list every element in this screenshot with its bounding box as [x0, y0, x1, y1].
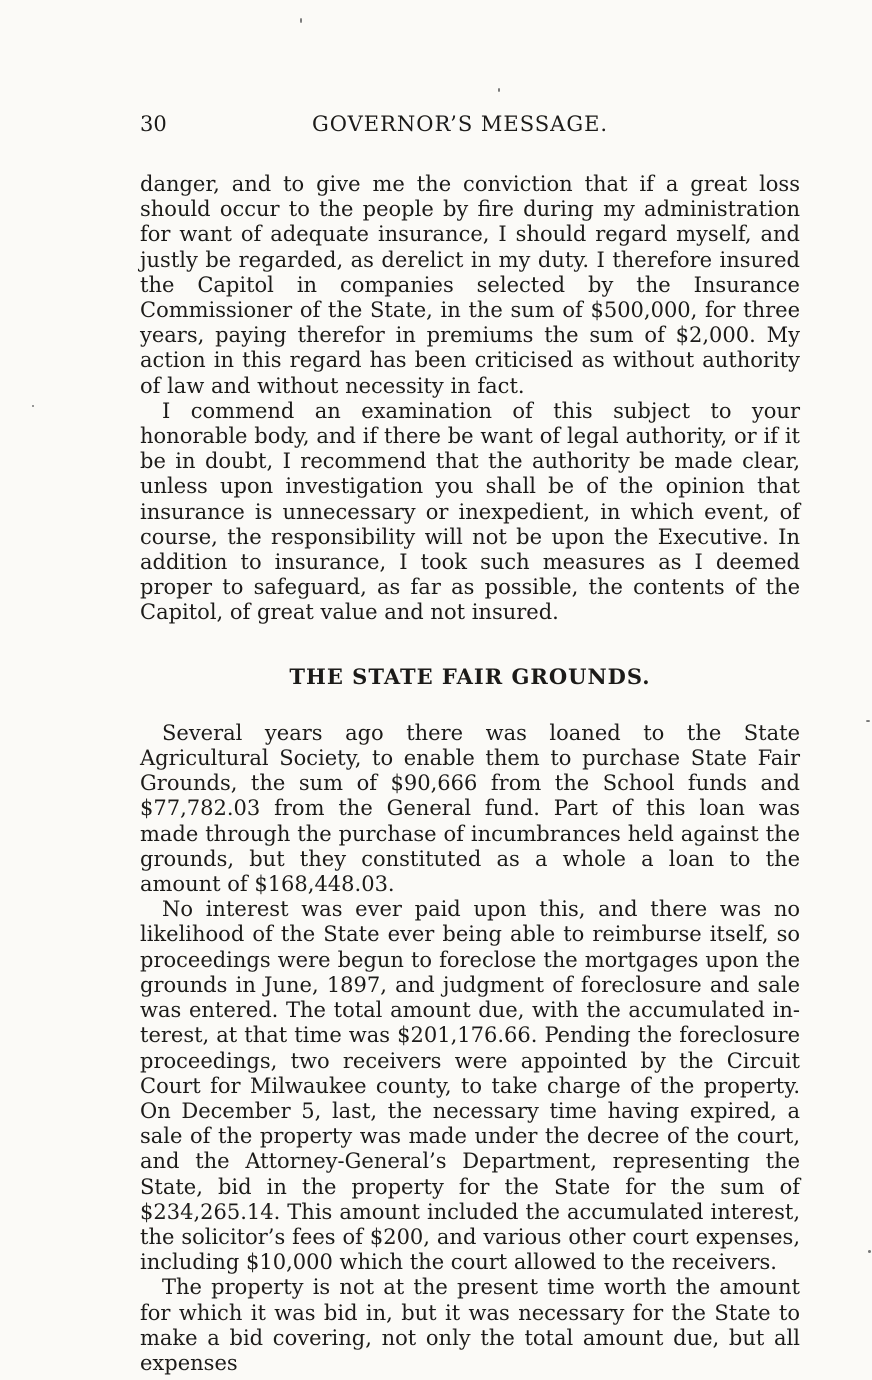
page-number: 30 — [140, 112, 167, 136]
body-text — [140, 172, 800, 1376]
scan-speck — [498, 88, 500, 92]
running-title: GOVERNOR’S MESSAGE. — [312, 112, 609, 136]
scan-speck — [32, 405, 34, 407]
paragraph-insurance-1: danger, and to give me the conviction that if a great loss should occur to the people by fire during my administration for want of adequate insurance, I should regard myself, and justly be regarded, as derelict in my duty. I therefore insured the Capitol in companies selected by the Insurance Commissioner of the State, in the sum of $500,000, for three years, paying therefor in premiums the sum of $2,000. My action in this regard has been criticised as without authority of law and without necessity in fact. — [140, 172, 800, 398]
scan-speck — [300, 18, 302, 23]
scan-speck — [866, 720, 870, 722]
paragraph-insurance-2: I commend an examination of this subject to your honorable body, and if there be want of legal authority, or if it be in doubt, I recommend that the authority be made clear, unless upon investigation you shall be of the opinion that insurance is unnecessary or inexpedient, in which event, of course, the responsibility will not be upon the Executive. In addition to insurance, I took such measures as I deemed proper to safeguard, as far as possible, the contents of the Capitol, of great value and not insured. — [140, 398, 800, 625]
paragraph-fair-grounds-1: Several years ago there was loaned to the State Agricultural Society, to enable them to purchase State Fair Grounds, the sum of $90,666 from the School funds and $77,782.03 from the General fund. Part of this loan was made through the purchase of incumbrances held against the grounds, but they constituted as a whole a loan to the amount of $168,448.03. — [140, 720, 800, 897]
scan-speck — [868, 1250, 871, 1253]
paragraph-fair-grounds-3: The property is not at the present time worth the amount for which it was bid in, but it was necessary for the State to make a bid covering, not only the total amount due, but all expenses — [140, 1275, 800, 1375]
page-header — [140, 112, 800, 144]
section-heading: THE STATE FAIR GROUNDS. — [289, 663, 651, 689]
paragraph-fair-grounds-2: No interest was ever paid upon this, and there was no likelihood of the State ever being able to reimburse itself, so proceedings were begun to foreclose the mortgages upon the grounds in June, 1897, and judgment of foreclosure and sale was entered. The total amount due, with the accumulated interest, at that time was $201,176.66. Pending the foreclosure proceedings, two receivers were appointed by the Circuit Court for Milwaukee county, to take charge of the property. On December 5, last, the necessary time having expired, a sale of the property was made under the decree of the court, and the Attorney-General’s Department, representing the State, bid in the property for the State for the sum of $234,265.14. This amount included the accumulated interest, the solicitor’s fees of $200, and various other court expenses, including $10,000 which the court allowed to the receivers. — [140, 897, 800, 1275]
